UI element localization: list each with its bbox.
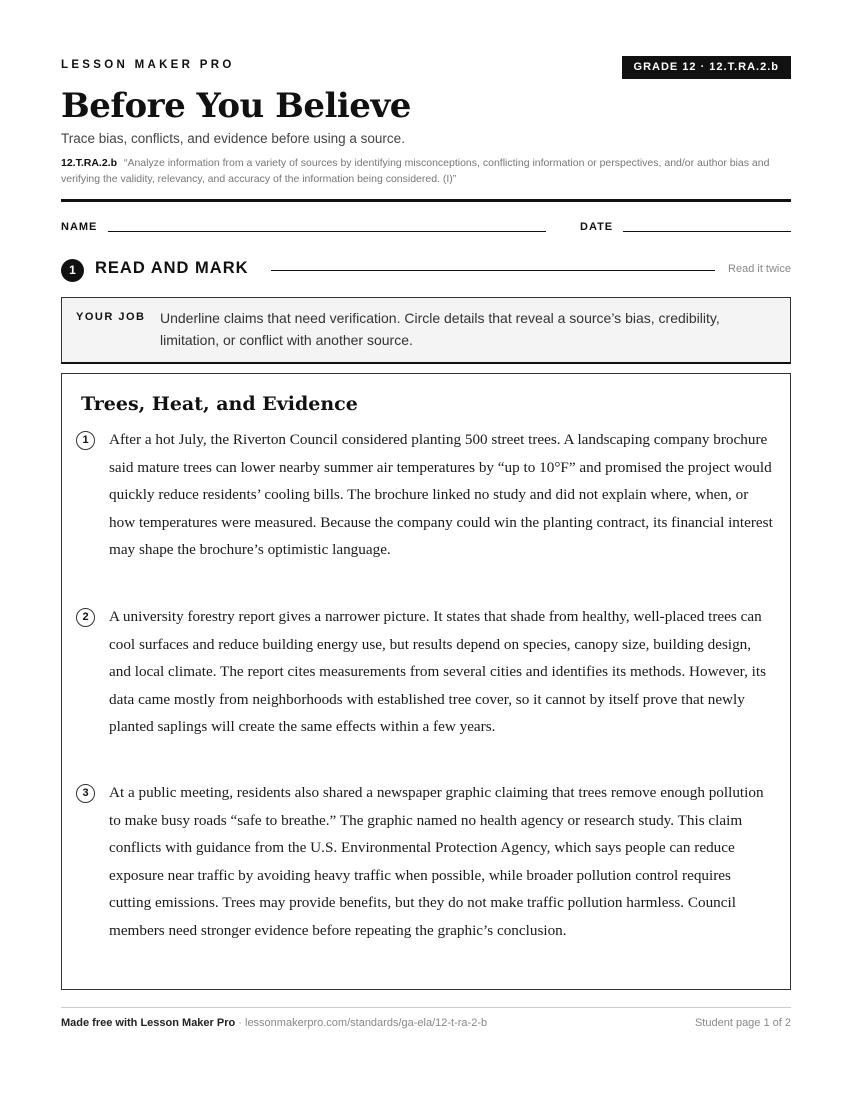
brand-name: LESSON MAKER PRO <box>61 59 235 71</box>
section-note: Read it twice <box>728 263 791 275</box>
section-title: READ AND MARK <box>95 259 249 277</box>
paragraph-number: 3 <box>76 784 95 803</box>
section-number-badge: 1 <box>61 259 84 282</box>
date-line[interactable] <box>623 231 791 232</box>
footer-page-number: Student page 1 of 2 <box>694 1017 791 1029</box>
reading-passage <box>61 373 791 990</box>
paragraph-text: After a hot July, the Riverton Council considered planting 500 street trees. A landscaping company brochure said mature trees can lower nearby summer air temperatures by “up to 10°F” and promised the project would quickly reduce residents’ cooling bills. The brochure linked no study and did not explain where, when, or how temperatures were measured. Because the company could win the planting contract, its financial interest may shape the brochure’s optimistic language. <box>109 431 773 559</box>
standard-description <box>61 155 791 187</box>
paragraph-number: 1 <box>76 431 95 450</box>
header-divider <box>61 199 791 202</box>
date-label: DATE <box>580 221 614 233</box>
name-line[interactable] <box>108 231 546 232</box>
standard-text: “Analyze information from a variety of sources by identifying misconceptions, conflicting information or perspectives, and/or author bias and verifying the validity, relevancy, and accuracy of the information being considered. (I)” <box>61 157 770 185</box>
your-job-text: Underline claims that need verification. Circle details that reveal a source’s bias, credibility, limitation, or conflict with another source. <box>160 310 720 348</box>
your-job-label: YOUR JOB <box>76 311 146 323</box>
footer-url[interactable]: · lessonmakerpro.com/standards/ga-ela/12-t-ra-2-b <box>235 1017 488 1029</box>
name-label: NAME <box>61 221 98 233</box>
standard-code: 12.T.RA.2.b <box>61 157 118 169</box>
top-bar <box>61 56 791 80</box>
page-subtitle: Trace bias, conflicts, and evidence before using a source. <box>61 131 405 146</box>
footer-made-with: Made free with Lesson Maker Pro <box>61 1017 236 1029</box>
paragraph-number: 2 <box>76 608 95 627</box>
passage-title: Trees, Heat, and Evidence <box>81 393 358 415</box>
page-title: Before You Believe <box>61 86 411 126</box>
footer-divider <box>61 1007 791 1008</box>
footer-credit <box>61 1017 487 1029</box>
grade-badge: GRADE 12 · 12.T.RA.2.b <box>622 56 791 79</box>
your-job-box <box>61 297 791 364</box>
paragraph-text: A university forestry report gives a narrower picture. It states that shade from healthy, well-placed trees can cool surfaces and reduce building energy use, but results depend on species, canopy size, building design, and local climate. The report cites measurements from several cities and identifies its methods. However, its data came mostly from neighborhoods with established tree cover, so it cannot by itself prove that newly planted saplings will create the same effects within a few years. <box>109 608 767 736</box>
section-rule <box>271 270 715 271</box>
section-header-read-and-mark <box>61 257 791 283</box>
paragraph-text: At a public meeting, residents also shared a newspaper graphic claiming that trees remove enough pollution to make busy roads “safe to breathe.” The graphic named no health agency or research study. This claim conflicts with guidance from the U.S. Environmental Protection Agency, which says people can reduce exposure near traffic by avoiding heavy traffic when possible, while broader pollution control requires cutting emissions. Trees may provide benefits, but they do not make traffic pollution harmless. Council members need stronger evidence before repeating the graphic’s conclusion. <box>109 784 764 939</box>
